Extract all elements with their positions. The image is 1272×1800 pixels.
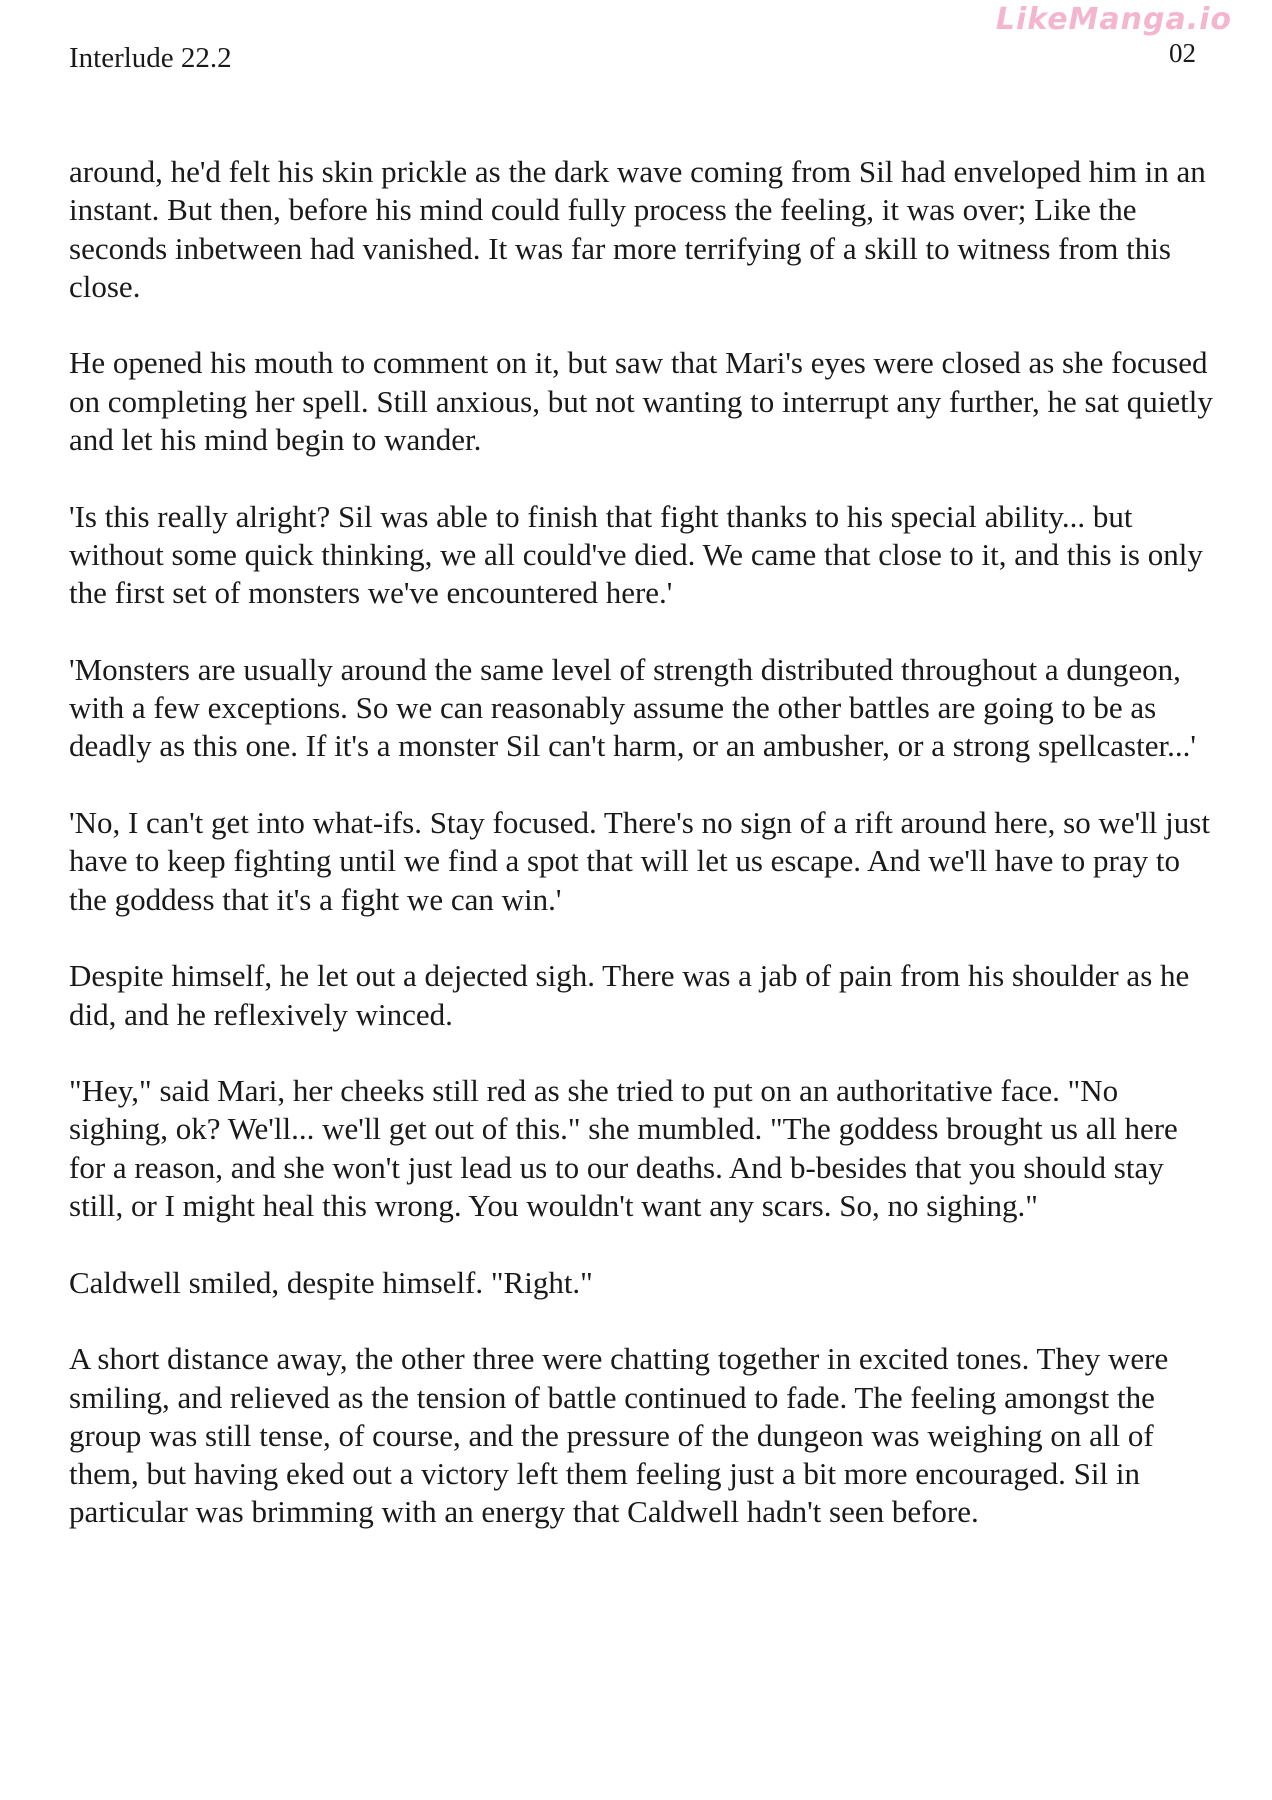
page-number: 02 xyxy=(1169,38,1196,68)
chapter-title: Interlude 22.2 xyxy=(69,42,232,74)
page-header xyxy=(69,2,1232,76)
paragraph: 'No, I can't get into what-ifs. Stay focused. There's no sign of a rift around here, so we'll just have to keep fighting until we find a spot that will let us escape. And we'll have to pray to the goddess that it's a fight we can win.' xyxy=(69,805,1210,917)
body-text xyxy=(69,153,1219,1570)
header-right xyxy=(995,2,1232,69)
paragraph: A short distance away, the other three were chatting together in excited tones. They were smiling, and relieved as the tension of battle continued to fade. The feeling amongst the group was still tense, of course, and the pressure of the dungeon was weighing on all of them, but having eked out a victory left them feeling just a bit more encouraged. Sil in particular was brimming with an energy that Caldwell hadn't seen before. xyxy=(69,1341,1169,1530)
paragraph: Despite himself, he let out a dejected sigh. There was a jab of pain from his shoulder as he did, and he reflexively winced. xyxy=(69,958,1190,1032)
paragraph: 'Monsters are usually around the same level of strength distributed throughout a dungeon, with a few exceptions. So we can reasonably assume the other battles are going to be as deadly as this one. If it's a monster Sil can't harm, or an ambusher, or a strong spellcaster...' xyxy=(69,651,1196,764)
paragraph: He opened his mouth to comment on it, but saw that Mari's eyes were closed as she focused on completing her spell. Still anxious, but not wanting to interrupt any further, he sat quietly and let his mind begin to wander. xyxy=(69,345,1213,458)
paragraph: around, he'd felt his skin prickle as the dark wave coming from Sil had enveloped him in an instant. But then, before his mind could fully process the feeling, it was over; Like the seconds inbetween had vanished. It was far more terrifying of a skill to witness from this close. xyxy=(69,154,1206,304)
watermark-logo: LikeManga.io xyxy=(995,2,1232,37)
paragraph: Caldwell smiled, despite himself. "Right." xyxy=(69,1264,593,1300)
paragraph: "Hey," said Mari, her cheeks still red as she tried to put on an authoritative face. "No sighing, ok? We'll... we'll get out of this." she mumbled. "The goddess brought us all here for a reason, and she won't just lead us to our deaths. And b-besides that you should stay still, or I might heal this wrong. You wouldn't want any scars. So, no sighing." xyxy=(69,1073,1178,1224)
paragraph: 'Is this really alright? Sil was able to finish that fight thanks to his special ability... but without some quick thinking, we all could've died. We came that close to it, and this is only the first set of monsters we've encountered here.' xyxy=(69,498,1203,611)
